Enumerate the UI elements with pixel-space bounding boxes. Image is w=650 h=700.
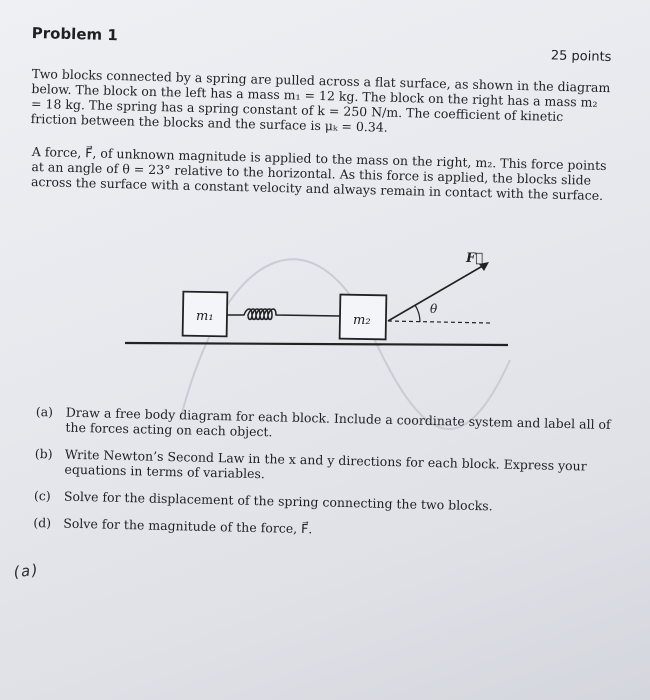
question-part bbox=[34, 488, 609, 516]
part-text: Write Newton’s Second Law in the x and y directions for each block. Express your equations in terms of variables. bbox=[64, 446, 587, 482]
horizontal-reference-line bbox=[388, 321, 490, 323]
question-parts-list bbox=[33, 404, 611, 555]
part-text: Solve for the magnitude of the force, F⃗. bbox=[63, 515, 313, 537]
force-label: F⃗ bbox=[466, 251, 484, 266]
block-m1-label: m₁ bbox=[196, 309, 214, 324]
problem-title: Problem 1 bbox=[31, 24, 119, 45]
question-part bbox=[33, 515, 608, 543]
handwritten-note: (a) bbox=[11, 560, 40, 582]
angle-label: θ bbox=[430, 302, 438, 316]
block-m2-label: m₂ bbox=[353, 313, 371, 328]
spring bbox=[227, 309, 340, 320]
part-text: Draw a free body diagram for each block. Include a coordinate system and label all of the forces acting on each object. bbox=[65, 404, 611, 440]
question-part bbox=[34, 446, 610, 489]
points-value: 25 points bbox=[551, 48, 612, 65]
part-label: (c) bbox=[33, 487, 51, 504]
part-text: Solve for the displacement of the spring connecting the two blocks. bbox=[63, 488, 493, 514]
part-label: (b) bbox=[34, 445, 53, 462]
part-label: (a) bbox=[35, 404, 54, 420]
problem-setup-paragraph: Two blocks connected by a spring are pulled across a flat surface, as shown in the diagram below. The block on the left has a mass m₁ = 12 kg. The block on the right has a mass m₂ = 18 kg. The spring has a spring constant of k = 250 N/m. The coefficient of kinetic friction between the blocks and the surface is μₖ = 0.34. bbox=[30, 66, 611, 135]
part-label: (d) bbox=[33, 514, 52, 531]
angle-arc bbox=[415, 305, 420, 322]
force-description-paragraph: A force, F⃗, of unknown magnitude is applied to the mass on the right, m₂. This force points at an angle of θ = 23° relative to the horizontal. As this force is applied, the blocks slide across the surface with a constant velocity and always remain in contact with the surface. bbox=[30, 144, 607, 203]
ground-surface bbox=[125, 343, 508, 345]
